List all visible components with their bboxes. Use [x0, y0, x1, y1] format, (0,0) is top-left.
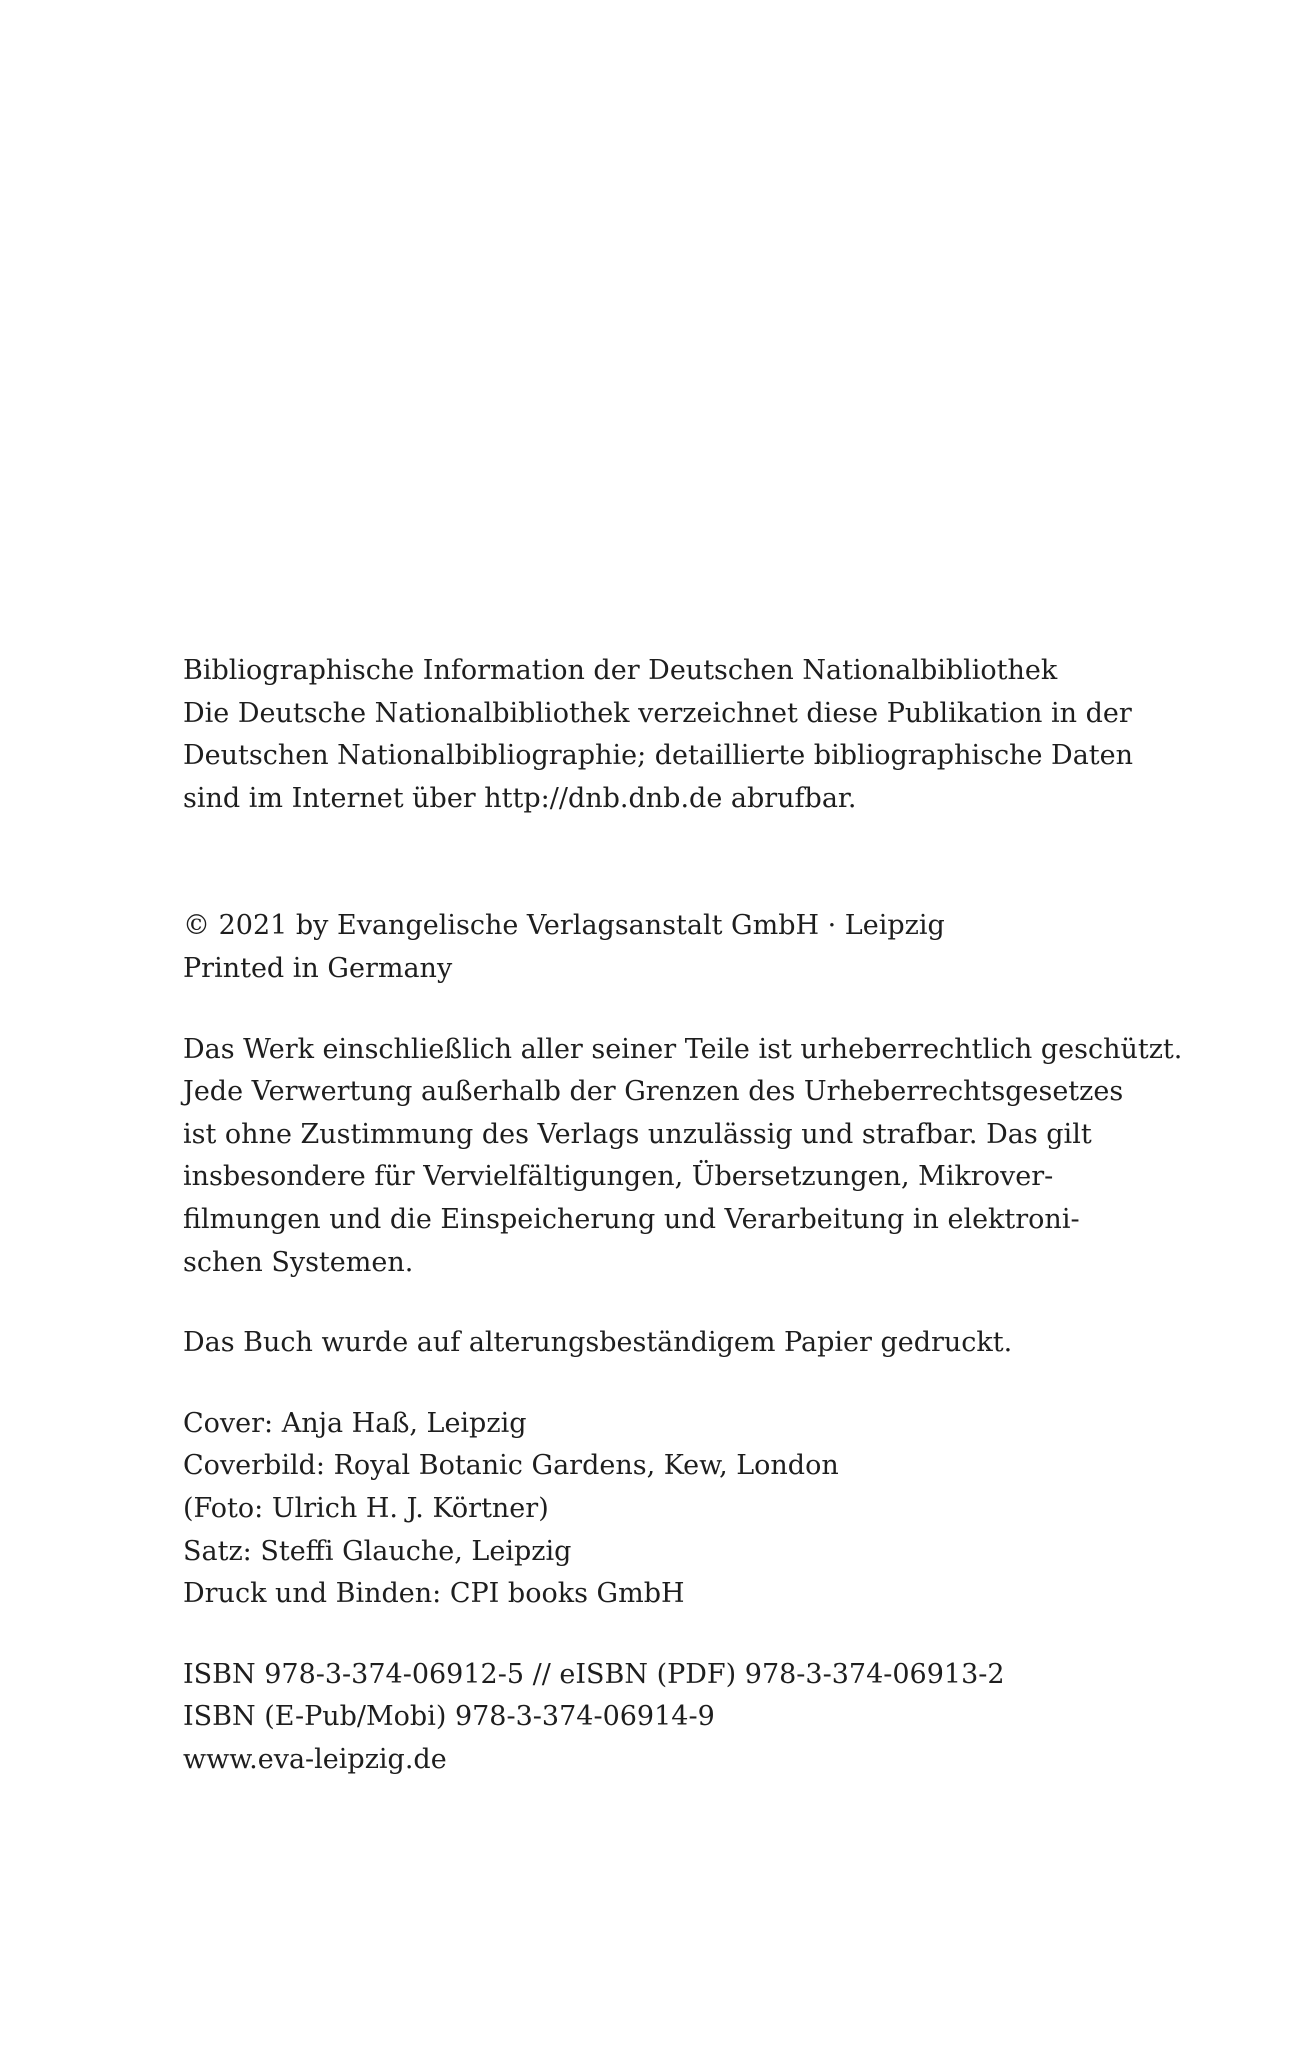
copyright-notice	[183, 905, 1183, 990]
isbn-epub-mobi: ISBN (E-Pub/Mobi) 978-3-374-06914-9	[183, 1701, 715, 1733]
paper-line-1: Das Buch wurde auf alterungsbeständigem Papier gedruckt.	[183, 1327, 1013, 1359]
spacer	[183, 1284, 1183, 1322]
credit-printing: Druck und Binden: CPI books GmbH	[183, 1578, 685, 1610]
rights-line-2: Jede Verwertung außerhalb der Grenzen des Urheberrechtsgesetzes	[183, 1076, 1124, 1108]
spacer	[183, 1365, 1183, 1403]
copyright-line-2: Printed in Germany	[183, 952, 453, 984]
cip-line-3: Deutschen Nationalbibliographie; detaillierte bibliographische Daten	[183, 740, 1134, 772]
cip-line-2: Die Deutsche Nationalbibliothek verzeichnet diese Publikation in der	[183, 697, 1132, 729]
spacer	[183, 991, 1183, 1029]
rights-line-3: ist ohne Zustimmung des Verlags unzulässig und strafbar. Das gilt	[183, 1118, 1092, 1150]
credit-cover-image: Coverbild: Royal Botanic Gardens, Kew, London	[183, 1450, 839, 1482]
rights-line-4: insbesondere für Vervielfältigungen, Übersetzungen, Mikrover-	[183, 1161, 1054, 1193]
cip-line-1: Bibliographische Information der Deutschen Nationalbibliothek	[183, 655, 1058, 686]
cip-notice	[183, 650, 1183, 820]
rights-line-5: filmungen und die Einspeicherung und Verarbeitung in elektroni-	[183, 1203, 1080, 1235]
credit-photo: (Foto: Ulrich H. J. Körtner)	[183, 1492, 549, 1524]
isbn-block	[183, 1654, 1183, 1782]
isbn-print-pdf: ISBN 978-3-374-06912-5 // eISBN (PDF) 978-3-374-06913-2	[183, 1658, 1005, 1690]
rights-line-6: schen Systemen.	[183, 1246, 414, 1278]
paper-notice	[183, 1322, 1183, 1365]
spacer	[183, 1616, 1183, 1654]
cip-line-4: sind im Internet über http://dnb.dnb.de abrufbar.	[183, 782, 857, 814]
publisher-website: www.eva-leipzig.de	[183, 1743, 447, 1775]
credit-typesetting: Satz: Steffi Glauche, Leipzig	[183, 1535, 572, 1567]
copyright-line-1: © 2021 by Evangelische Verlagsanstalt GmbH · Leipzig	[183, 910, 945, 942]
rights-line-1: Das Werk einschließlich aller seiner Teile ist urheberrechtlich geschützt.	[183, 1033, 1183, 1065]
credit-cover: Cover: Anja Haß, Leipzig	[183, 1407, 527, 1439]
rights-notice	[183, 1029, 1183, 1285]
production-credits	[183, 1403, 1183, 1616]
imprint-text	[183, 650, 1183, 1781]
spacer	[183, 820, 1183, 905]
